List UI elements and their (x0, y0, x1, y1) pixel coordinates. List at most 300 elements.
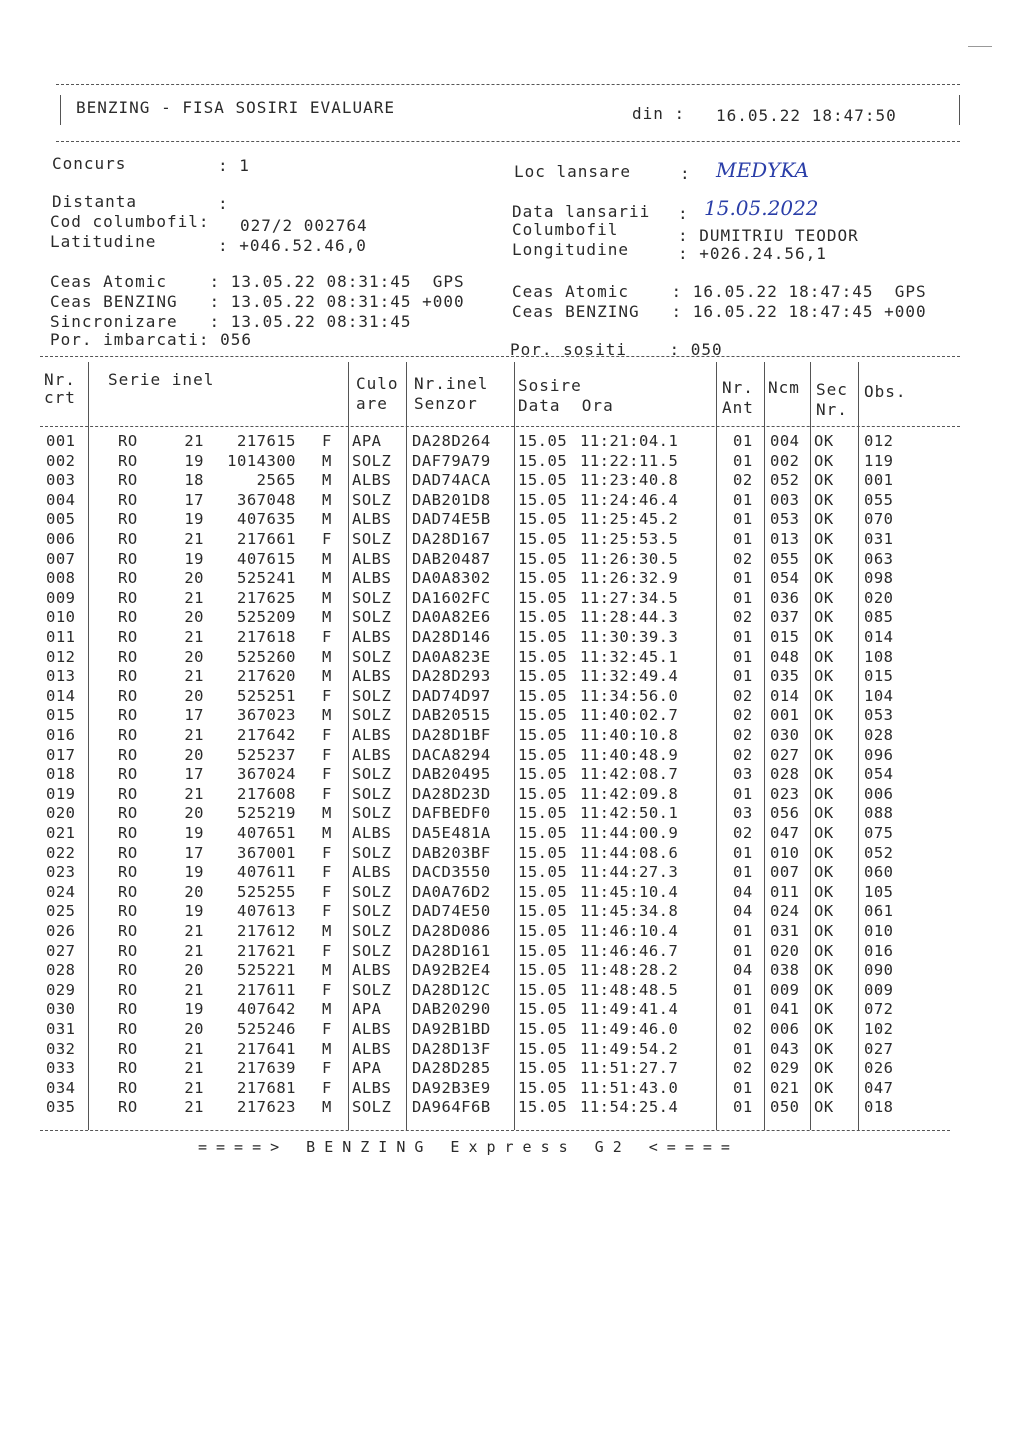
sec-status: OK (814, 451, 834, 470)
obs: 063 (864, 549, 894, 568)
row-number: 007 (46, 549, 76, 568)
row-number: 028 (46, 961, 76, 980)
ring-year: 21 (184, 1059, 204, 1078)
obs: 047 (864, 1078, 894, 1097)
sec-status: OK (814, 980, 834, 999)
arrival-date: 15.05 (518, 549, 568, 568)
nr-ant: 02 (733, 686, 753, 705)
col-nr: Nr. (44, 370, 76, 389)
sex: F (322, 863, 332, 882)
header-left-border (60, 95, 61, 125)
arrival-date: 15.05 (518, 510, 568, 529)
sensor-id: DA5E481A (412, 824, 491, 842)
sec-status: OK (814, 706, 834, 725)
table-row (40, 608, 960, 628)
table-row (40, 1098, 960, 1118)
sex: F (322, 980, 332, 999)
ring-country: RO (118, 784, 138, 803)
row-number: 021 (46, 824, 76, 842)
color: SOLZ (352, 980, 392, 999)
nr-ant: 01 (733, 1000, 753, 1019)
ring-country: RO (118, 863, 138, 882)
color: SOLZ (352, 804, 392, 823)
ring-number: 217618 (237, 628, 296, 646)
ring-country: RO (118, 745, 138, 764)
arrival-time: 11:45:10.4 (580, 882, 679, 901)
arrival-date: 15.05 (518, 569, 568, 588)
ring-number: 407635 (237, 510, 296, 529)
arrival-time: 11:49:54.2 (580, 1039, 679, 1058)
col-sec: Sec (816, 380, 848, 399)
color: SOLZ (352, 608, 392, 627)
ncm: 007 (770, 863, 800, 882)
sensor-id: DAFBEDF0 (412, 804, 491, 823)
color: ALBS (352, 961, 392, 980)
ring-country: RO (118, 510, 138, 529)
row-number: 027 (46, 941, 76, 960)
arrival-time: 11:42:50.1 (580, 804, 679, 823)
ncm: 031 (770, 922, 800, 940)
arrival-date: 15.05 (518, 686, 568, 705)
sensor-id: DA28D161 (412, 941, 491, 960)
sec-status: OK (814, 726, 834, 744)
arrival-date: 15.05 (518, 784, 568, 803)
nr-ant: 01 (733, 1078, 753, 1097)
arrival-date: 15.05 (518, 706, 568, 725)
ring-number: 407651 (237, 824, 296, 842)
table-row (40, 550, 960, 570)
ring-year: 19 (184, 451, 204, 470)
nr-ant: 03 (733, 804, 753, 823)
ring-year: 21 (184, 726, 204, 744)
ring-country: RO (118, 843, 138, 862)
latitudine-label: Latitudine (50, 232, 157, 251)
ncm: 023 (770, 784, 800, 803)
sec-status: OK (814, 1078, 834, 1097)
footer-benzing-express: ====> BENZING Express G2 <==== (198, 1138, 739, 1156)
ring-country: RO (118, 902, 138, 921)
sensor-id: DAF79A79 (412, 451, 491, 470)
arrival-date: 15.05 (518, 745, 568, 764)
ring-number: 525221 (237, 961, 296, 980)
ncm: 010 (770, 843, 800, 862)
table-row (40, 981, 960, 1001)
ring-number: 217615 (237, 432, 296, 450)
color: SOLZ (352, 647, 392, 666)
row-number: 022 (46, 843, 76, 862)
obs: 105 (864, 882, 894, 901)
sensor-id: DA28D12C (412, 980, 491, 999)
nr-ant: 01 (733, 1039, 753, 1058)
sensor-id: DA28D264 (412, 432, 491, 450)
table-row (40, 452, 960, 472)
ring-year: 21 (184, 432, 204, 450)
table-row (40, 530, 960, 550)
data-lansarii-handwritten: 15.05.2022 (704, 196, 819, 220)
sec-status: OK (814, 843, 834, 862)
ring-year: 20 (184, 804, 204, 823)
sensor-id: DAD74D97 (412, 686, 491, 705)
color: SOLZ (352, 941, 392, 960)
din-label: din : (632, 104, 686, 123)
row-number: 005 (46, 510, 76, 529)
row-number: 003 (46, 471, 76, 490)
obs: 015 (864, 667, 894, 686)
ring-country: RO (118, 667, 138, 686)
nr-ant: 01 (733, 843, 753, 862)
arrival-time: 11:32:49.4 (580, 667, 679, 686)
obs: 090 (864, 961, 894, 980)
col-senzor: Senzor (414, 394, 478, 413)
arrival-date: 15.05 (518, 1078, 568, 1097)
nr-ant: 02 (733, 745, 753, 764)
sex: M (322, 706, 332, 725)
ring-country: RO (118, 765, 138, 784)
sec-status: OK (814, 1039, 834, 1058)
col-culoare: Culo (356, 374, 399, 393)
table-row (40, 863, 960, 883)
ncm: 020 (770, 941, 800, 960)
sex: F (322, 686, 332, 705)
nr-ant: 04 (733, 902, 753, 921)
arrival-date: 15.05 (518, 843, 568, 862)
sec-status: OK (814, 667, 834, 686)
row-number: 030 (46, 1000, 76, 1019)
sensor-id: DA28D13F (412, 1039, 491, 1058)
color: APA (352, 1000, 382, 1019)
row-number: 034 (46, 1078, 76, 1097)
ring-country: RO (118, 706, 138, 725)
ring-number: 407615 (237, 549, 296, 568)
table-row (40, 1079, 960, 1099)
ring-year: 21 (184, 667, 204, 686)
sec-status: OK (814, 765, 834, 784)
table-row (40, 471, 960, 491)
obs: 104 (864, 686, 894, 705)
color: SOLZ (352, 922, 392, 940)
ring-year: 21 (184, 784, 204, 803)
ncm: 009 (770, 980, 800, 999)
sex: F (322, 765, 332, 784)
sincronizare: Sincronizare : 13.05.22 08:31:45 (50, 312, 412, 331)
document-title: BENZING - FISA SOSIRI EVALUARE (76, 98, 395, 117)
ncm: 021 (770, 1078, 800, 1097)
ring-year: 18 (184, 471, 204, 490)
color: ALBS (352, 863, 392, 882)
ring-number: 217608 (237, 784, 296, 803)
row-number: 001 (46, 432, 76, 450)
data-lansarii-colon: : (678, 204, 689, 223)
ncm: 024 (770, 902, 800, 921)
color: ALBS (352, 1039, 392, 1058)
obs: 006 (864, 784, 894, 803)
sex: F (322, 1059, 332, 1078)
arrival-date: 15.05 (518, 530, 568, 548)
ring-number: 217612 (237, 922, 296, 940)
ring-country: RO (118, 1059, 138, 1078)
sec-status: OK (814, 1020, 834, 1038)
obs: 028 (864, 726, 894, 744)
ncm: 056 (770, 804, 800, 823)
sec-status: OK (814, 1098, 834, 1117)
ring-country: RO (118, 588, 138, 607)
arrival-time: 11:30:39.3 (580, 628, 679, 646)
nr-ant: 02 (733, 471, 753, 490)
color: ALBS (352, 1078, 392, 1097)
row-number: 032 (46, 1039, 76, 1058)
obs: 031 (864, 530, 894, 548)
col-culoare-2: are (356, 394, 388, 413)
ring-number: 407611 (237, 863, 296, 882)
color: SOLZ (352, 686, 392, 705)
color: SOLZ (352, 843, 392, 862)
ring-year: 19 (184, 1000, 204, 1019)
obs: 014 (864, 628, 894, 646)
color: ALBS (352, 471, 392, 490)
obs: 027 (864, 1039, 894, 1058)
ncm: 027 (770, 745, 800, 764)
obs: 010 (864, 922, 894, 940)
sensor-id: DA0A8302 (412, 569, 491, 588)
col-nr-ant: Nr. (722, 378, 754, 397)
sensor-id: DAD74E50 (412, 902, 491, 921)
ring-year: 21 (184, 922, 204, 940)
table-row (40, 510, 960, 530)
ring-year: 20 (184, 882, 204, 901)
color: ALBS (352, 824, 392, 842)
obs: 009 (864, 980, 894, 999)
ring-year: 20 (184, 961, 204, 980)
row-number: 015 (46, 706, 76, 725)
arrival-time: 11:24:46.4 (580, 490, 679, 509)
arrival-time: 11:44:08.6 (580, 843, 679, 862)
ring-country: RO (118, 922, 138, 940)
obs: 102 (864, 1020, 894, 1038)
nr-ant: 01 (733, 667, 753, 686)
ring-year: 20 (184, 1020, 204, 1038)
nr-ant: 01 (733, 628, 753, 646)
sec-status: OK (814, 686, 834, 705)
header-right-border (959, 95, 960, 125)
distanta-value: : (218, 194, 229, 213)
arrival-date: 15.05 (518, 804, 568, 823)
sensor-id: DAB20495 (412, 765, 491, 784)
porumbei-imbarcati: Por. imbarcati: 056 (50, 330, 253, 349)
sensor-id: DA0A76D2 (412, 882, 491, 901)
nr-ant: 01 (733, 980, 753, 999)
sex: M (322, 1098, 332, 1117)
row-number: 010 (46, 608, 76, 627)
row-number: 019 (46, 784, 76, 803)
sensor-id: DAB20487 (412, 549, 491, 568)
col-obs: Obs. (864, 382, 907, 401)
sex: M (322, 667, 332, 686)
ncm: 011 (770, 882, 800, 901)
obs: 055 (864, 490, 894, 509)
arrival-date: 15.05 (518, 490, 568, 509)
obs: 070 (864, 510, 894, 529)
table-row (40, 1000, 960, 1020)
ring-year: 19 (184, 549, 204, 568)
arrival-time: 11:42:09.8 (580, 784, 679, 803)
table-row (40, 883, 960, 903)
ring-year: 17 (184, 706, 204, 725)
table-row (40, 1040, 960, 1060)
arrival-date: 15.05 (518, 1039, 568, 1058)
arrival-date: 15.05 (518, 432, 568, 450)
loc-lansare-colon: : (680, 164, 691, 183)
table-row (40, 942, 960, 962)
ring-number: 217621 (237, 941, 296, 960)
nr-ant: 02 (733, 1020, 753, 1038)
ncm: 036 (770, 588, 800, 607)
ring-year: 21 (184, 941, 204, 960)
ring-country: RO (118, 530, 138, 548)
col-nr-inel: Nr.inel (414, 374, 489, 393)
ring-number: 217642 (237, 726, 296, 744)
ring-country: RO (118, 686, 138, 705)
row-number: 013 (46, 667, 76, 686)
color: SOLZ (352, 706, 392, 725)
nr-ant: 03 (733, 765, 753, 784)
ring-year: 20 (184, 686, 204, 705)
ncm: 029 (770, 1059, 800, 1078)
arrival-date: 15.05 (518, 765, 568, 784)
table-header (40, 356, 960, 428)
table-row (40, 765, 960, 785)
latitudine-value: : +046.52.46,0 (218, 236, 367, 255)
arrival-time: 11:28:44.3 (580, 608, 679, 627)
ncm: 030 (770, 726, 800, 744)
ncm: 038 (770, 961, 800, 980)
col-data-ora: Data Ora (518, 396, 614, 415)
nr-ant: 01 (733, 490, 753, 509)
ring-country: RO (118, 1039, 138, 1058)
sex: M (322, 804, 332, 823)
arrival-time: 11:54:25.4 (580, 1098, 679, 1117)
sensor-id: DACA8294 (412, 745, 491, 764)
obs: 108 (864, 647, 894, 666)
columbofil-label: Columbofil (512, 220, 619, 239)
ring-number: 217639 (237, 1059, 296, 1078)
columbofil-value: : DUMITRIU TEODOR (678, 226, 859, 245)
sex: F (322, 726, 332, 744)
ncm: 050 (770, 1098, 800, 1117)
ring-year: 21 (184, 980, 204, 999)
color: APA (352, 1059, 382, 1078)
color: ALBS (352, 510, 392, 529)
arrival-time: 11:44:00.9 (580, 824, 679, 842)
sec-status: OK (814, 432, 834, 450)
arrival-time: 11:40:10.8 (580, 726, 679, 744)
arrival-date: 15.05 (518, 882, 568, 901)
ring-number: 1014300 (227, 451, 296, 470)
ring-country: RO (118, 941, 138, 960)
table-row (40, 706, 960, 726)
ring-number: 217623 (237, 1098, 296, 1117)
sensor-id: DA0A82E6 (412, 608, 491, 627)
sex: M (322, 569, 332, 588)
arrival-date: 15.05 (518, 471, 568, 490)
table-row (40, 589, 960, 609)
cod-columbofil-label: Cod columbofil: (50, 212, 210, 231)
row-number: 024 (46, 882, 76, 901)
ncm: 043 (770, 1039, 800, 1058)
arrival-time: 11:26:30.5 (580, 549, 679, 568)
sensor-id: DAB203BF (412, 843, 491, 862)
sex: M (322, 961, 332, 980)
data-lansarii-label: Data lansarii (512, 202, 651, 221)
row-number: 029 (46, 980, 76, 999)
ring-year: 21 (184, 1039, 204, 1058)
sex: M (322, 647, 332, 666)
color: SOLZ (352, 784, 392, 803)
table-row (40, 491, 960, 511)
sensor-id: DACD3550 (412, 863, 491, 882)
arrival-date: 15.05 (518, 961, 568, 980)
arrival-date: 15.05 (518, 608, 568, 627)
sex: M (322, 1039, 332, 1058)
obs: 119 (864, 451, 894, 470)
nr-ant: 02 (733, 824, 753, 842)
ring-number: 367048 (237, 490, 296, 509)
color: SOLZ (352, 490, 392, 509)
arrival-date: 15.05 (518, 922, 568, 940)
ring-year: 21 (184, 530, 204, 548)
sex: M (322, 922, 332, 940)
arrival-date: 15.05 (518, 451, 568, 470)
table-row (40, 569, 960, 589)
ring-number: 407613 (237, 902, 296, 921)
ring-country: RO (118, 1098, 138, 1117)
sec-status: OK (814, 941, 834, 960)
nr-ant: 01 (733, 784, 753, 803)
table-row (40, 746, 960, 766)
color: SOLZ (352, 1098, 392, 1117)
ring-country: RO (118, 824, 138, 842)
sex: M (322, 471, 332, 490)
sec-status: OK (814, 588, 834, 607)
obs: 016 (864, 941, 894, 960)
row-number: 008 (46, 569, 76, 588)
ring-number: 525209 (237, 608, 296, 627)
color: ALBS (352, 1020, 392, 1038)
ring-number: 525260 (237, 647, 296, 666)
arrival-date: 15.05 (518, 628, 568, 646)
sensor-id: DA1602FC (412, 588, 491, 607)
arrival-time: 11:51:27.7 (580, 1059, 679, 1078)
nr-ant: 01 (733, 863, 753, 882)
ring-country: RO (118, 569, 138, 588)
row-number: 031 (46, 1020, 76, 1038)
ncm: 014 (770, 686, 800, 705)
row-number: 011 (46, 628, 76, 646)
sex: M (322, 510, 332, 529)
arrival-time: 11:25:45.2 (580, 510, 679, 529)
arrival-time: 11:46:46.7 (580, 941, 679, 960)
sec-status: OK (814, 490, 834, 509)
arrival-time: 11:44:27.3 (580, 863, 679, 882)
table-row (40, 804, 960, 824)
nr-ant: 01 (733, 941, 753, 960)
sec-status: OK (814, 824, 834, 842)
arrival-time: 11:40:48.9 (580, 745, 679, 764)
ring-number: 525241 (237, 569, 296, 588)
table-row (40, 432, 960, 452)
row-number: 006 (46, 530, 76, 548)
nr-ant: 02 (733, 706, 753, 725)
sensor-id: DA92B1BD (412, 1020, 491, 1038)
